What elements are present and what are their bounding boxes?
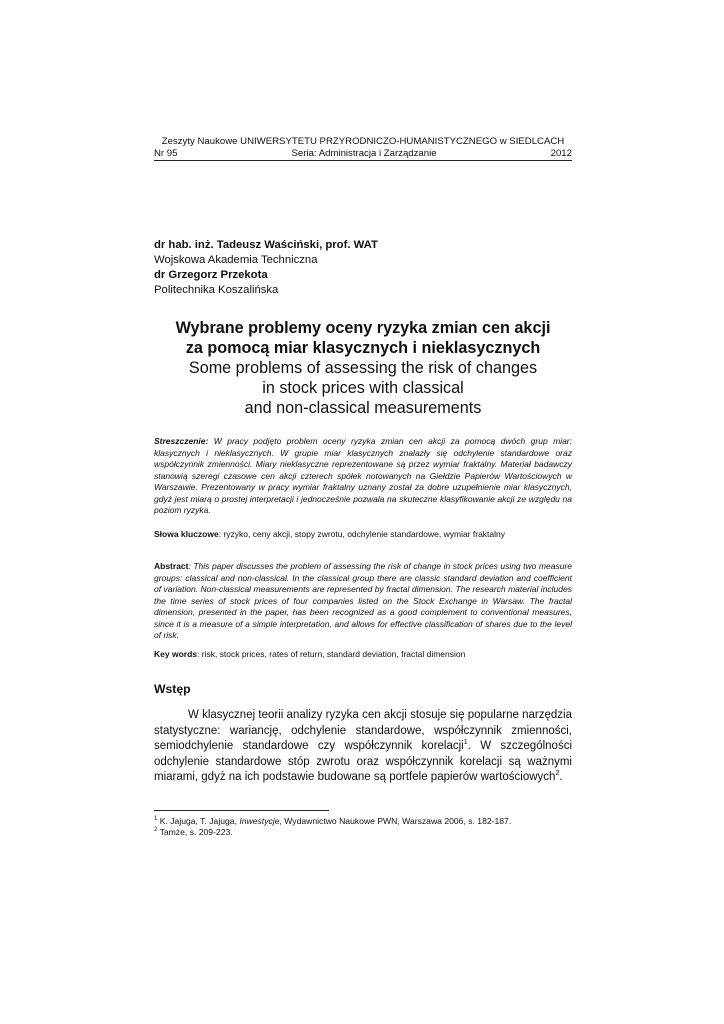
footnote-divider [154, 810, 329, 811]
slowa-kluczowe-paragraph [154, 529, 572, 541]
author-name: dr Grzegorz Przekota [154, 269, 268, 281]
authors-block [154, 238, 378, 298]
keywords-text: : risk, stock prices, rates of return, standard deviation, fractal dimension [197, 649, 466, 659]
streszczenie-label: Streszczenie: [154, 436, 209, 446]
title-polish-line: za pomocą miar klasycznych i nieklasycznych [185, 339, 541, 357]
author-affiliation: Politechnika Koszalińska [154, 284, 279, 296]
footnote-text: K. Jajuga, T. Jajuga, [157, 816, 240, 826]
footnote-ref: 2 [555, 770, 560, 778]
journal-header [154, 136, 572, 161]
intro-text: . [559, 771, 563, 784]
intro-text: W klasycznej teorii analizy ryzyka cen akcji stosuje się popularne narzędzia statystyczne: wariancję, odchylenie standardowe, współczynnik zmienności, semiodchylenie standardowe czy współczynnik korelacji [154, 709, 572, 753]
slowa-kluczowe-label: Słowa kluczowe [154, 529, 219, 539]
abstract-text: : This paper discusses the problem of assessing the risk of change in stock prices using two measure groups: classical and non-classical. In the classical group there are classic standard deviation and coefficient of variation. Non-classical measurements are represented by fractal dimension. The research material includes the time series of stock prices of four companies listed on the Stock Exchange in Warsaw. The fractal dimension, presented in the paper, has been recognized as a good complement to conventional measures, since it is a measure of a simple interpretation, and allows for effective classification of shares due to the level of risk. [154, 561, 572, 640]
streszczenie-paragraph [154, 436, 572, 517]
streszczenie-text: W pracy podjęto problem oceny ryzyka zmian cen akcji za pomocą dwóch grup miar: klasycznych i nieklasycznych. W grupie miar klasycznych znalazły się odchylenie standardowe oraz współczynnik zmienności. Miary nieklasyczne reprezentowane są przez wymiar fraktalny. Materiał badawczy stanowią szeregi czasowe cen akcji czterech spółek notowanych na Giełdzie Papierów Wartościowych w Warszawie. Prezentowany w pracy wymiar fraktalny uznany został za dobre uzupełnienie miar klasycznych, gdyż jest miarą o prostej interpretacji i jednocześnie pozwala na skuteczne klasyfikowanie akcji ze względu na poziom ryzyka. [154, 436, 572, 515]
series-name: Seria: Administracja i Zarządzanie [291, 148, 437, 159]
author-name: dr hab. inż. Tadeusz Waściński, prof. WAT [154, 239, 378, 251]
intro-paragraph [154, 708, 572, 786]
footnote-book-title: Inwestycje [239, 816, 280, 826]
intro-text: . W szczególności odchylenie standardowe stóp zwrotu oraz współczynnik korelacji są ważnymi miarami, gdyż na ich podstawie budowane są portfele papierów wartościowych [154, 740, 572, 784]
journal-issue-line [154, 148, 572, 161]
journal-year: 2012 [550, 148, 572, 159]
footnotes [154, 816, 511, 838]
footnote [154, 816, 511, 827]
author-affiliation: Wojskowa Akademia Techniczna [154, 254, 318, 266]
footnote-number: 2 [154, 827, 158, 834]
title-english-line: Some problems of assessing the risk of changes [188, 359, 538, 377]
footnote [154, 827, 511, 838]
abstract-paragraph [154, 561, 572, 642]
footnote-text: Tamże, s. 209-223. [157, 827, 233, 838]
title-polish-line: Wybrane problemy oceny ryzyka zmian cen akcji [175, 319, 551, 337]
title-block [154, 318, 572, 418]
journal-name: Zeszyty Naukowe UNIWERSYTETU PRZYRODNICZO-HUMANISTYCZNEGO w SIEDLCACH [161, 136, 565, 147]
section-heading: Wstęp [154, 682, 191, 696]
footnote-text: , Wydawnictwo Naukowe PWN, Warszawa 2006, s. 182-187. [279, 816, 512, 826]
footnote-ref: 1 [463, 739, 468, 747]
title-english-line: in stock prices with classical [262, 379, 464, 397]
slowa-kluczowe-text: : ryzyko, ceny akcji, stopy zwrotu, odchylenie standardowe, wymiar fraktalny [218, 529, 506, 539]
footnote-number: 1 [154, 816, 158, 823]
abstract-label: Abstract [154, 561, 189, 571]
issue-number: Nr 95 [154, 148, 178, 159]
title-english-line: and non-classical measurements [244, 399, 482, 417]
keywords-label: Key words [154, 649, 197, 659]
keywords-paragraph [154, 649, 572, 661]
